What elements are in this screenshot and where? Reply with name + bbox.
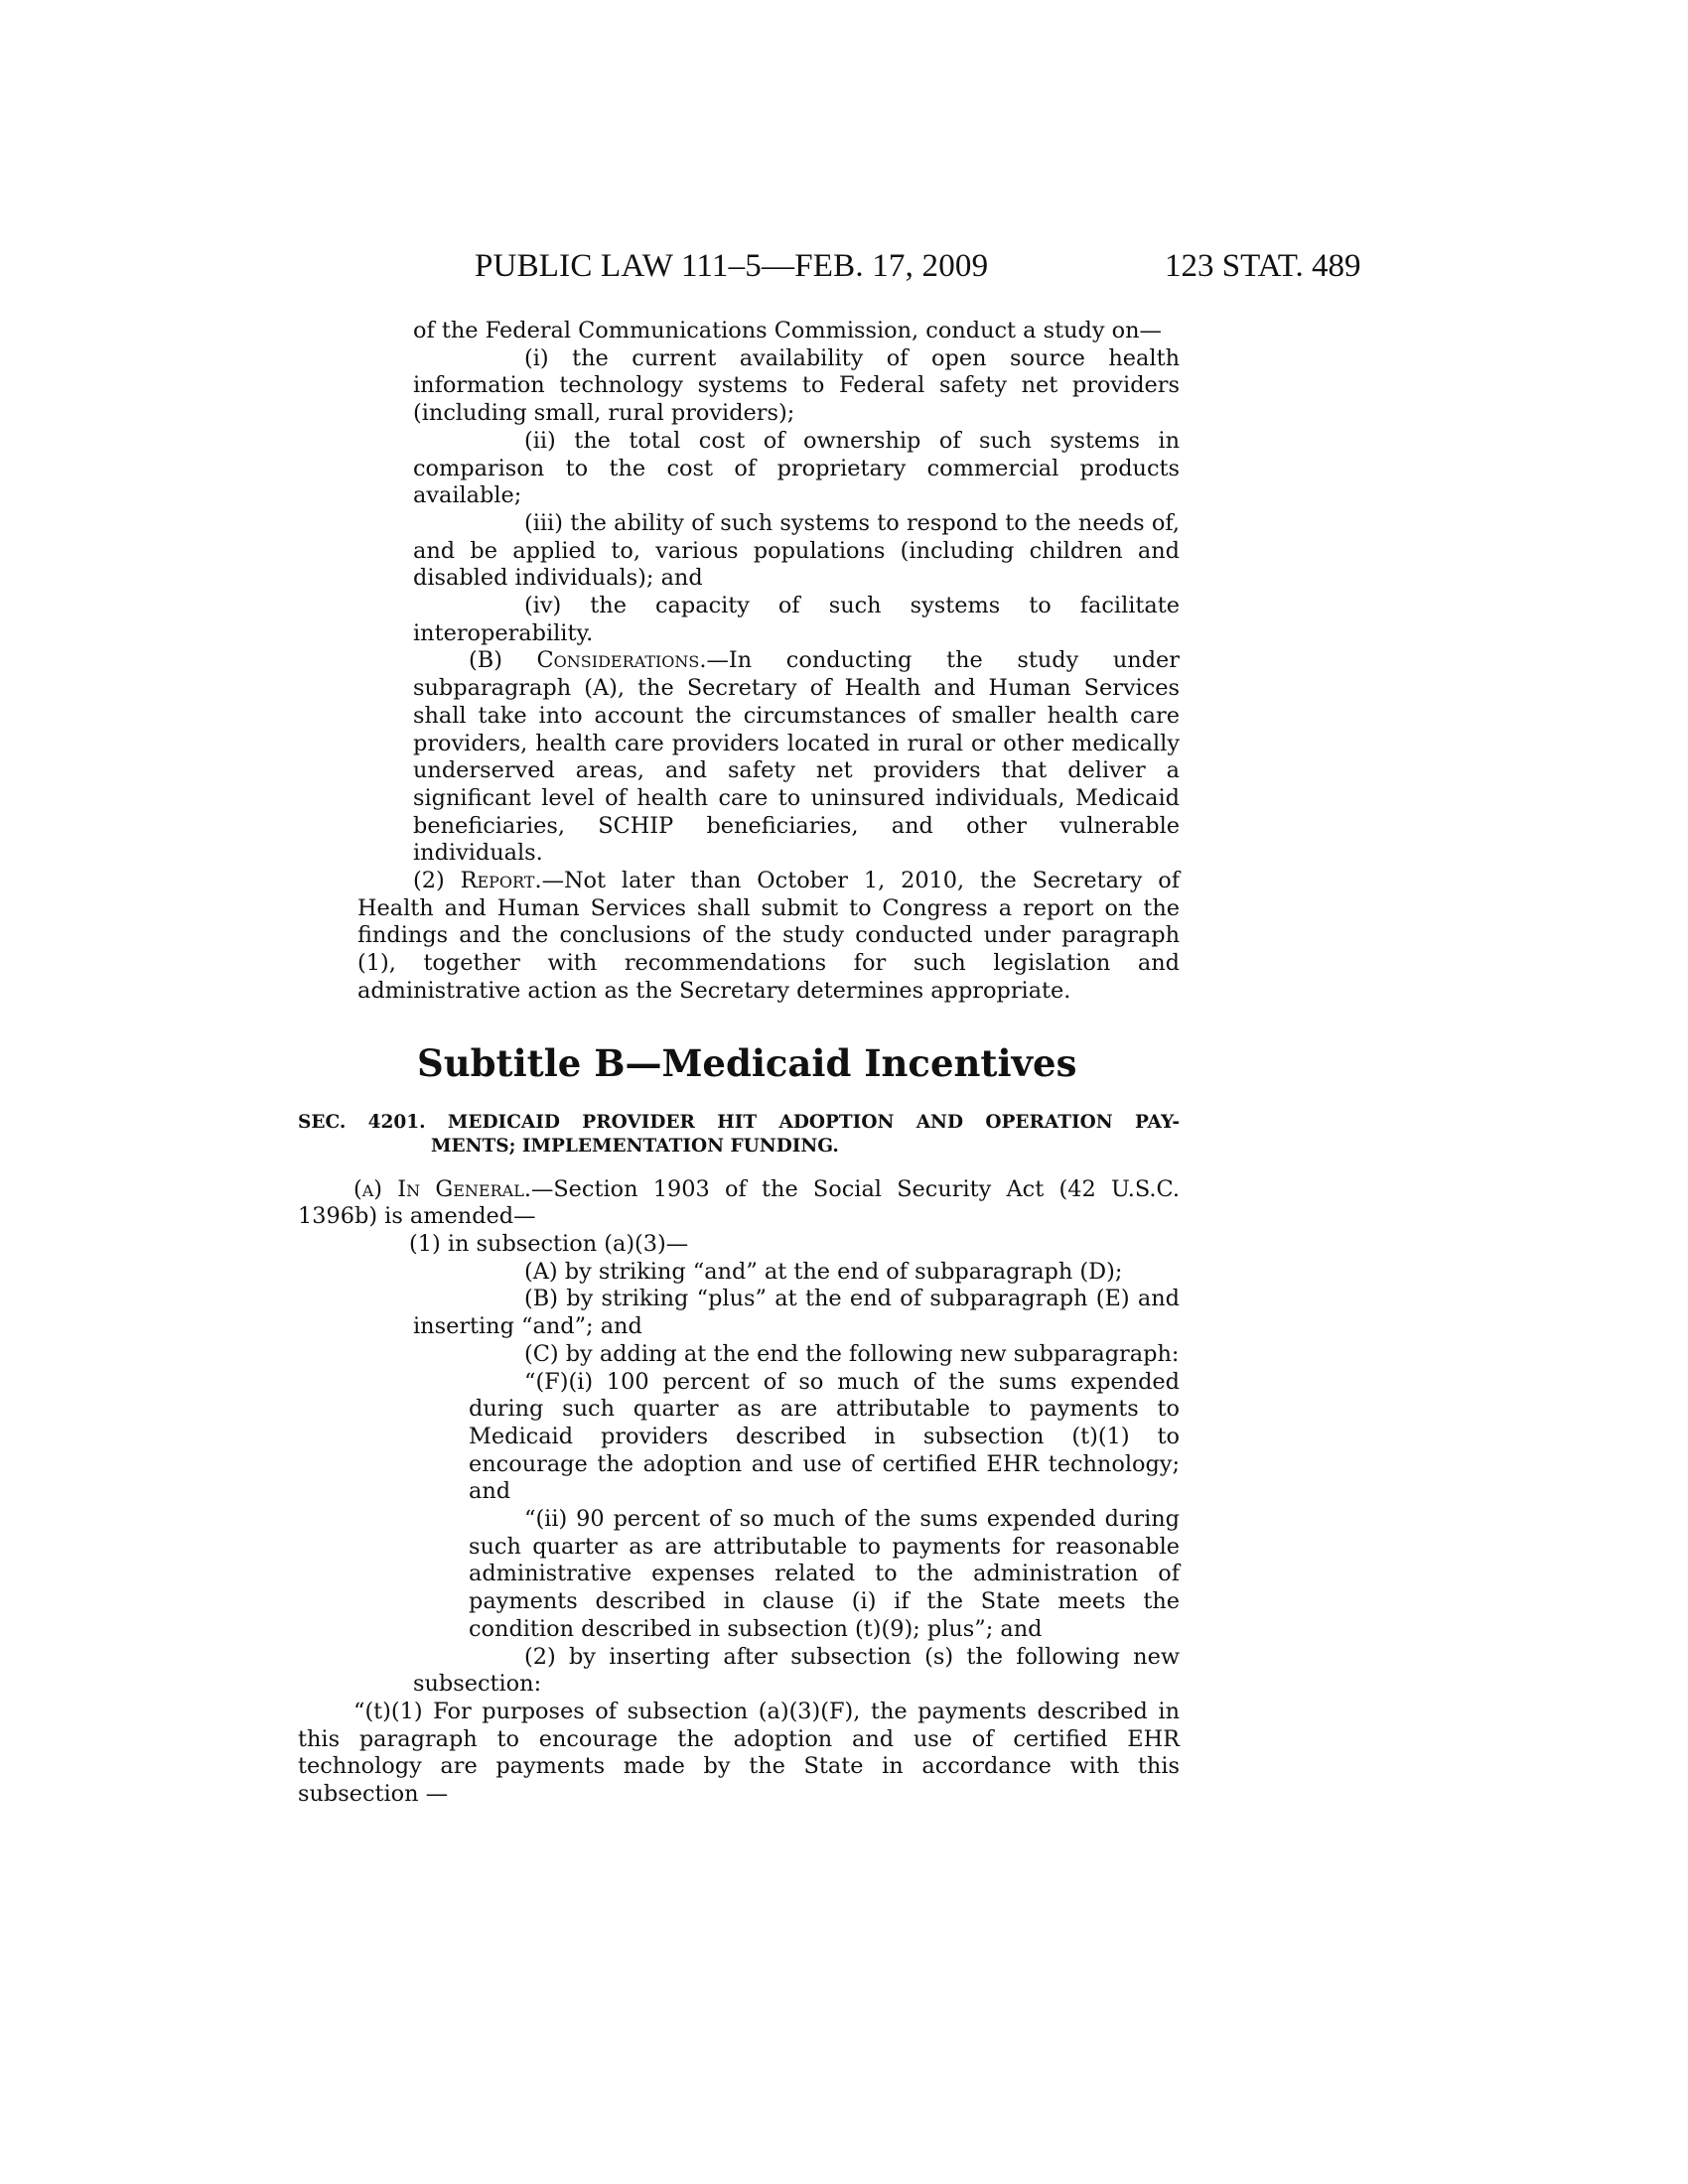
subparagraph-c-adding: (C) by adding at the end the following new subparagraph: [524, 1340, 1180, 1367]
section-heading [298, 1111, 1180, 1159]
clause-i: (i) the current availability of open source health information technology systems to Federal safety net providers (including small, rural providers); [413, 344, 1180, 427]
paragraph-study-intro: of the Federal Communications Commission, conduct a study on— [413, 318, 1162, 343]
section-heading-line-1: SEC. 4201. MEDICAID PROVIDER HIT ADOPTION AND OPERATION PAY- [298, 1111, 1180, 1133]
document-body [298, 318, 1180, 1809]
subparagraph-b-striking-plus: (B) by striking “plus” at the end of subparagraph (E) and inserting “and”; and [413, 1286, 1180, 1340]
quoted-subsection-t-1: “(t)(1) For purposes of subsection (a)(3)(F), the payments described in this paragraph to encourage the adoption and use of certified EHR technology are payments made by the State in accordance with this subsection — [298, 1698, 1180, 1808]
running-header-law: PUBLIC LAW 111–5—FEB. 17, 2009 [475, 248, 989, 284]
subparagraph-b-considerations [298, 647, 1180, 868]
subparagraph-a-striking-and: (A) by striking “and” at the end of subparagraph (D); [524, 1258, 1123, 1285]
paragraph-1-subsection: (1) in subsection (a)(3)— [409, 1230, 689, 1257]
subsection-a-general [298, 1176, 1180, 1231]
paragraph-2-inserting: (2) by inserting after subsection (s) the following new subsection: [413, 1643, 1180, 1698]
subsection-a-text: —Section 1903 of the Social Security Act (42 U.S.C. 1396b) is amended— [298, 1175, 1180, 1230]
paragraph-2-heading: (2) Report. [413, 868, 542, 894]
section-heading-line-2: MENTS; IMPLEMENTATION FUNDING. [431, 1135, 839, 1157]
paragraph-2-report [298, 868, 1180, 1006]
clause-iii: (iii) the ability of such systems to respond to the needs of, and be applied to, various populations (including children and disabled individuals); and [413, 509, 1180, 592]
running-header-stat: 123 STAT. 489 [1165, 248, 1361, 284]
clause-iv: (iv) the capacity of such systems to facilitate interoperability. [413, 593, 1180, 646]
paragraph-2-text: —Not later than October 1, 2010, the Secretary of Health and Human Services shall submit to Congress a report on the findings and the conclusions of the study conducted under paragraph (1), together with recommendations for such legislation and administrative action as the Secretary determines appropriate. [357, 868, 1180, 1004]
clause-ii: (ii) the total cost of ownership of such systems in comparison to the cost of proprietary commercial products available; [413, 427, 1180, 509]
subtitle-heading: Subtitle B—Medicaid Incentives [417, 1040, 1077, 1085]
subparagraph-b-text: —In conducting the study under subparagraph (A), the Secretary of Health and Human Services shall take into account the circumstances of smaller health care providers, health care providers located in rural or other medically underserved areas, and safety net providers that deliver a significant level of health care to uninsured individuals, Medicaid beneficiaries, SCHIP beneficiaries, and other vulnerable individuals. [413, 647, 1181, 867]
subparagraph-b-heading: (B) Considerations. [469, 647, 707, 674]
quoted-clause-ii: “(ii) 90 percent of so much of the sums expended during such quarter as are attributable to payments for reasonable administrative expenses related to the administration of payments described in clause (i) if the State meets the condition described in subsection (t)(9); plus”; and [469, 1506, 1180, 1642]
quoted-clause-f-i: “(F)(i) 100 percent of so much of the sums expended during such quarter as are attributable to payments to Medicaid providers described in subsection (t)(1) to encourage the adoption and use of certified EHR technology; and [469, 1368, 1180, 1505]
subsection-a-heading: (a) In General. [353, 1175, 531, 1202]
